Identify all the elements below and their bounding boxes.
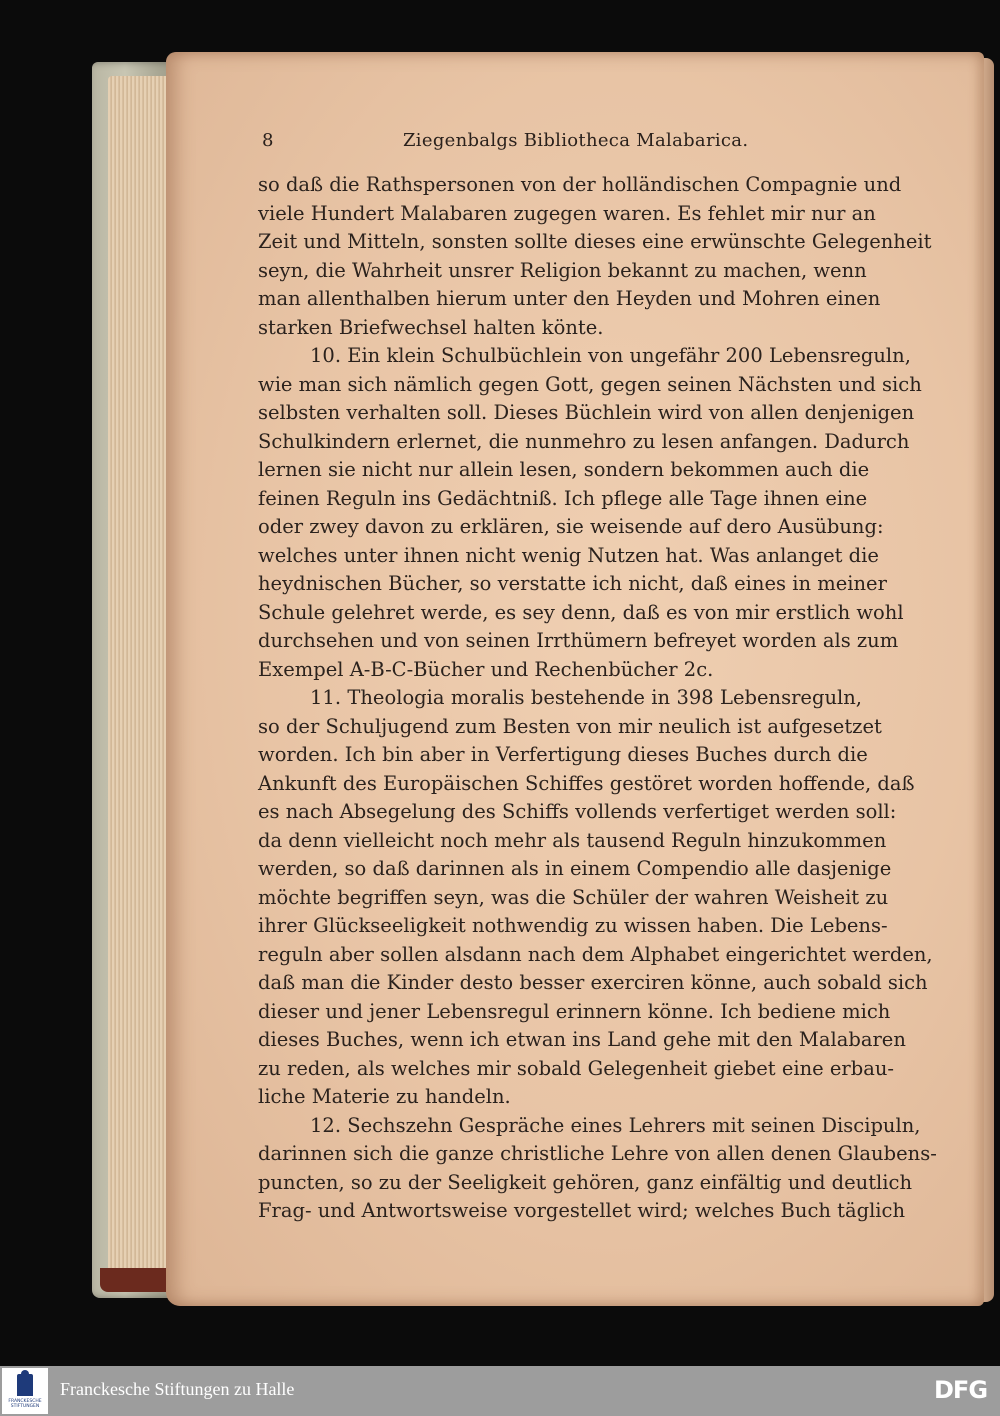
text-line: dieser und jener Lebensregul erinnern könne. Ich bediene mich (258, 999, 891, 1023)
dfg-logo[interactable]: DFG (934, 1376, 988, 1404)
text-line: 11. Theologia moralis bestehende in 398 Lebensreguln, (310, 686, 862, 709)
text-line: Exempel A-B-C-Bücher und Rechenbücher 2c. (258, 657, 714, 681)
running-title: Ziegenbalgs Bibliotheca Malabarica. (403, 130, 749, 151)
footer-bar (0, 1366, 1000, 1416)
text-line: so daß die Rathspersonen von der holländischen Compagnie und (258, 173, 902, 196)
building-icon (17, 1374, 33, 1396)
text-line: es nach Absegelung des Schiffs vollends verfertiget werden soll: (258, 800, 897, 823)
institution-name: Franckesche Stiftungen zu Halle (60, 1379, 295, 1399)
text-line: ihrer Glückseeligkeit nothwendig zu wissen haben. Die Lebens- (258, 914, 888, 937)
text-line: puncten, so zu der Seeligkeit gehören, ganz einfältig und deutlich (258, 1170, 913, 1194)
text-line: 10. Ein klein Schulbüchlein von ungefähr 200 Lebensreguln, (310, 344, 911, 367)
text-line: viele Hundert Malabaren zugegen waren. Es fehlet mir nur an (258, 201, 876, 225)
text-line: so der Schuljugend zum Besten von mir neulich ist aufgesetzet (258, 714, 882, 738)
text-line: Schule gelehret werde, es sey denn, daß es von mir erstlich wohl (258, 600, 904, 624)
text-line: 12. Sechszehn Gespräche eines Lehrers mit seinen Discipuln, (310, 1113, 921, 1137)
page-number: 8 (262, 130, 274, 151)
body-text (258, 171, 937, 1226)
text-line: Ankunft des Europäischen Schiffes gestöret worden hoffende, daß (258, 771, 915, 795)
text-line: man allenthalben hierum unter den Heyden und Mohren einen (258, 287, 881, 310)
text-line: worden. Ich bin aber in Verfertigung dieses Buches durch die (258, 743, 868, 766)
text-line: reguln aber sollen alsdann nach dem Alphabet eingerichtet werden, (258, 942, 933, 966)
text-line: zu reden, als welches mir sobald Gelegenheit giebet eine erbau- (258, 1056, 895, 1080)
text-line: wie man sich nämlich gegen Gott, gegen seinen Nächsten und sich (258, 372, 922, 396)
page-header (255, 127, 865, 157)
text-line: Schulkindern erlernet, die nunmehro zu lesen anfangen. Dadurch (258, 429, 910, 453)
text-line: heydnischen Bücher, so verstatte ich nicht, daß eines in meiner (258, 572, 887, 595)
text-line: starken Briefwechsel halten könte. (258, 315, 604, 339)
text-line: seyn, die Wahrheit unsrer Religion bekannt zu machen, wenn (258, 258, 867, 282)
text-line: Zeit und Mitteln, sonsten sollte dieses eine erwünschte Gelegenheit (258, 230, 932, 253)
text-line: darinnen sich die ganze christliche Lehre von allen denen Glaubens- (258, 1142, 937, 1165)
text-line: liche Materie zu handeln. (258, 1085, 511, 1108)
text-line: durchsehen und von seinen Irrthümern befreyet worden als zum (258, 629, 899, 652)
franckesche-logo[interactable] (2, 1368, 48, 1414)
text-line: werden, so daß darinnen als in einem Compendio alle dasjenige (258, 857, 892, 880)
text-line: lernen sie nicht nur allein lesen, sondern bekommen auch die (258, 458, 870, 481)
text-line: da denn vielleicht noch mehr als tausend Reguln hinzukommen (258, 828, 887, 852)
text-line: daß man die Kinder desto besser exerciren könne, auch sobald sich (258, 971, 928, 994)
logo-caption: FRANCKESCHE STIFTUNGEN (8, 1399, 42, 1409)
text-line: Frag- und Antwortsweise vorgestellet wird; welches Buch täglich (258, 1199, 906, 1222)
text-line: welches unter ihnen nicht wenig Nutzen hat. Was anlanget die (258, 543, 879, 567)
text-line: möchte begriffen seyn, was die Schüler der wahren Weisheit zu (258, 885, 889, 909)
text-line: oder zwey davon zu erklären, sie weisende auf dero Ausübung: (258, 515, 884, 538)
text-line: feinen Reguln ins Gedächtniß. Ich pflege alle Tage ihnen eine (258, 486, 868, 510)
text-line: selbsten verhalten soll. Dieses Büchlein wird von allen denjenigen (258, 401, 915, 424)
text-line: dieses Buches, wenn ich etwan ins Land gehe mit den Malabaren (258, 1028, 906, 1051)
